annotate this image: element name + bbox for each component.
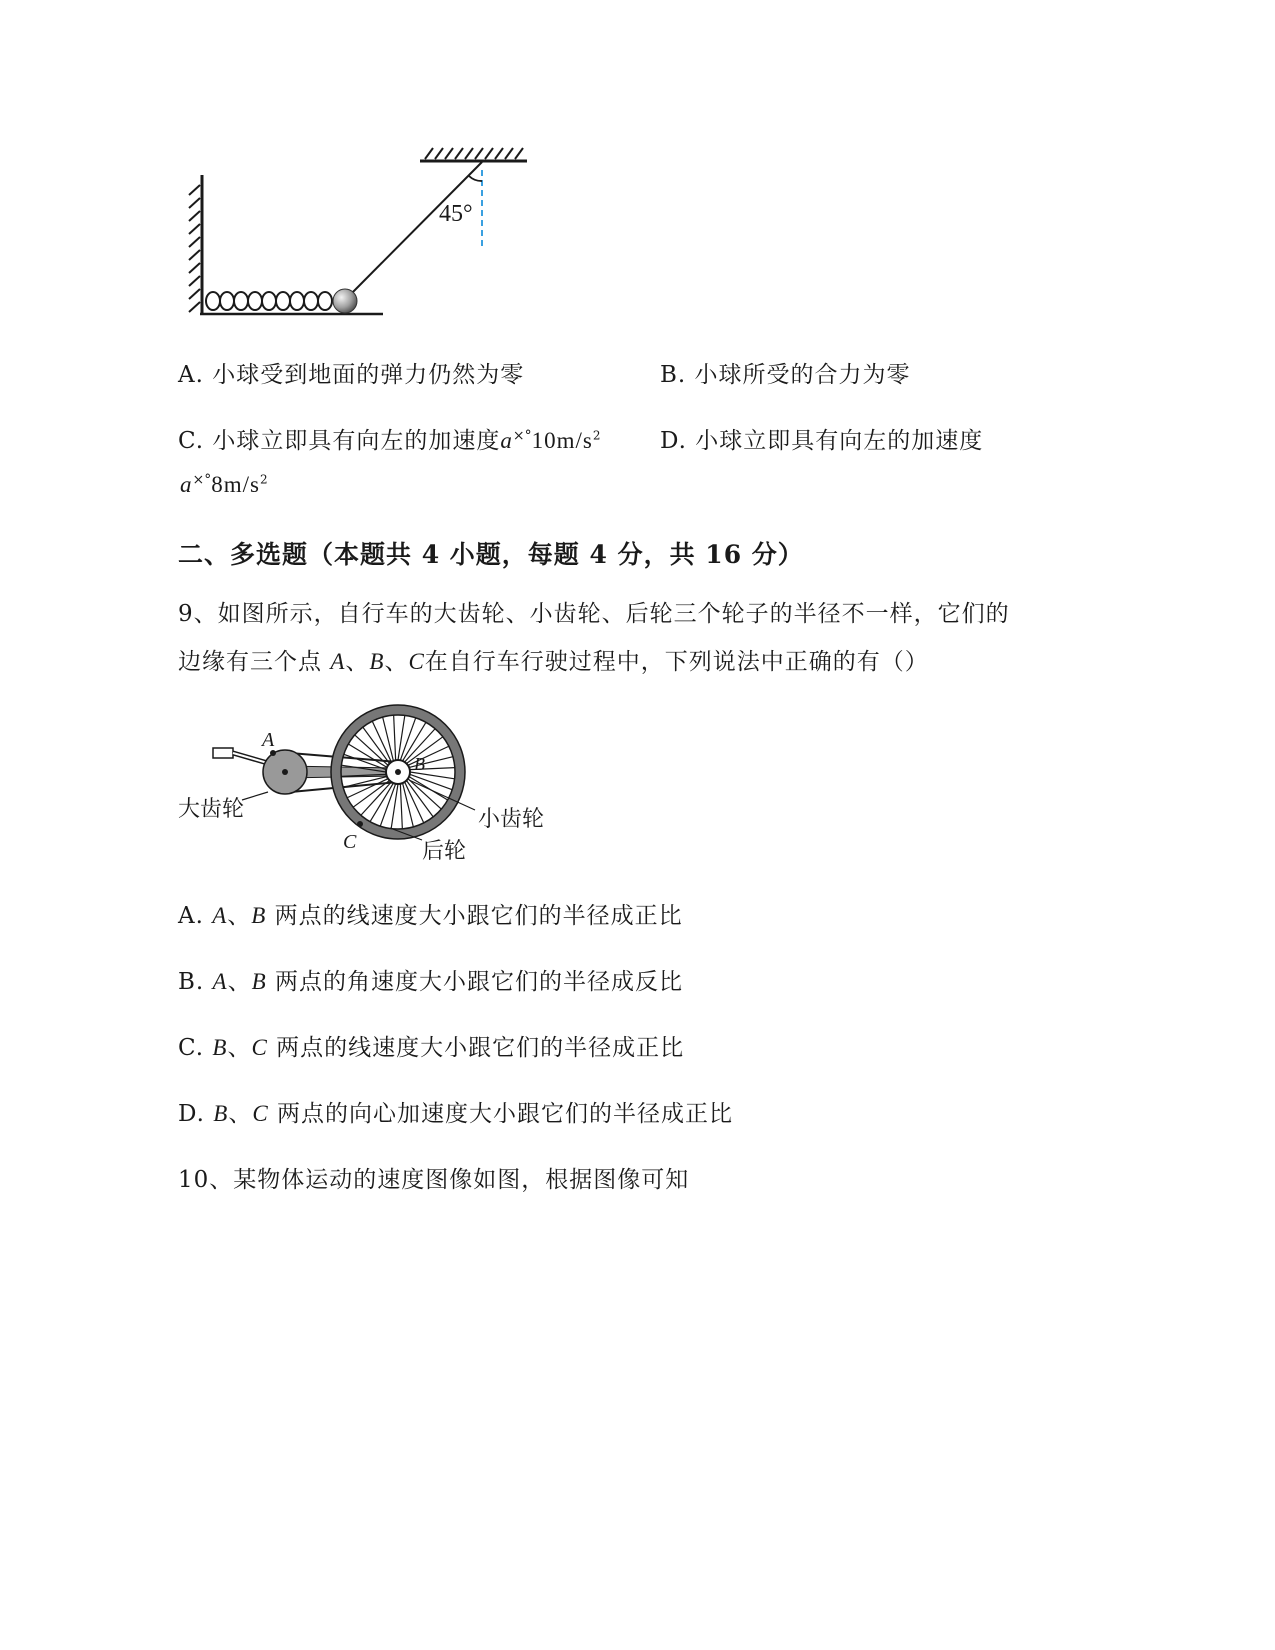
q8-option-c-symbol: ×°: [512, 428, 532, 444]
angle-label: 45°: [439, 201, 473, 227]
q9-point-a: A: [330, 649, 346, 674]
q8-option-a: A. 小球受到地面的弹力仍然为零: [178, 362, 525, 388]
q9-option-a: A. A、B 两点的线速度大小跟它们的半径成正比: [178, 903, 683, 929]
q8-option-c-var: a: [500, 428, 513, 453]
wheel-spoke: [398, 715, 405, 760]
wheel-spoke: [370, 783, 393, 822]
label-big-gear: 大齿轮: [178, 796, 245, 821]
figure-bicycle-gears: [170, 700, 570, 870]
section-heading: 二、多选题（本题共 4 小题，每题 4 分，共 16 分）: [178, 540, 804, 569]
label-b: B: [414, 754, 425, 774]
q9-option-d: D. B、C 两点的向心加速度大小跟它们的半径成正比: [178, 1101, 733, 1127]
q8-option-d: D. 小球立即具有向左的加速度: [660, 428, 984, 454]
q8-option-d-var: a: [180, 472, 193, 497]
q9-stem-line2: [178, 643, 929, 676]
q8-option-c: [178, 422, 602, 455]
label-c: C: [343, 831, 357, 853]
wheel-spoke: [410, 774, 452, 789]
wheel-spoke: [391, 784, 398, 829]
label-rear-wheel: 后轮: [422, 838, 467, 863]
q9-option-b: B. A、B 两点的角速度大小跟它们的半径成反比: [178, 969, 683, 995]
q9-sep1: 、: [345, 649, 370, 675]
figure-spring-ball: [175, 140, 545, 330]
q10-stem: 10、某物体运动的速度图像如图，根据图像可知: [178, 1167, 690, 1193]
q9-stem-line1: 9、如图所示，自行车的大齿轮、小齿轮、后轮三个轮子的半径不一样，它们的: [178, 601, 1010, 627]
q9-sep2: 、: [384, 649, 409, 675]
q8-option-c-value: 10m/s: [531, 428, 593, 453]
q9-stem-pre: 边缘有三个点: [178, 649, 331, 675]
q9-point-c: C: [408, 649, 425, 674]
wheel-spoke: [380, 784, 395, 826]
q9-option-c: C. B、C 两点的线速度大小跟它们的半径成正比: [178, 1035, 685, 1061]
q8-option-d-value: 8m/s: [211, 472, 260, 497]
wheel-spoke: [400, 784, 402, 829]
q8-option-d-exp: 2: [259, 472, 269, 487]
wheel-spoke: [348, 744, 387, 767]
q8-option-d-formula: [180, 472, 269, 498]
q8-option-c-text: C. 小球立即具有向左的加速度: [178, 428, 501, 454]
q8-option-b: B. 小球所受的合力为零: [660, 362, 911, 388]
q8-option-d-symbol: ×°: [192, 472, 212, 488]
label-a: A: [262, 729, 275, 751]
wheel-spoke: [394, 715, 396, 760]
q8-option-c-exp: 2: [592, 428, 602, 443]
q9-point-b: B: [369, 649, 385, 674]
q9-stem-post: 在自行车行驶过程中，下列说法中正确的有（）: [424, 649, 929, 675]
label-small-gear: 小齿轮: [478, 806, 545, 831]
